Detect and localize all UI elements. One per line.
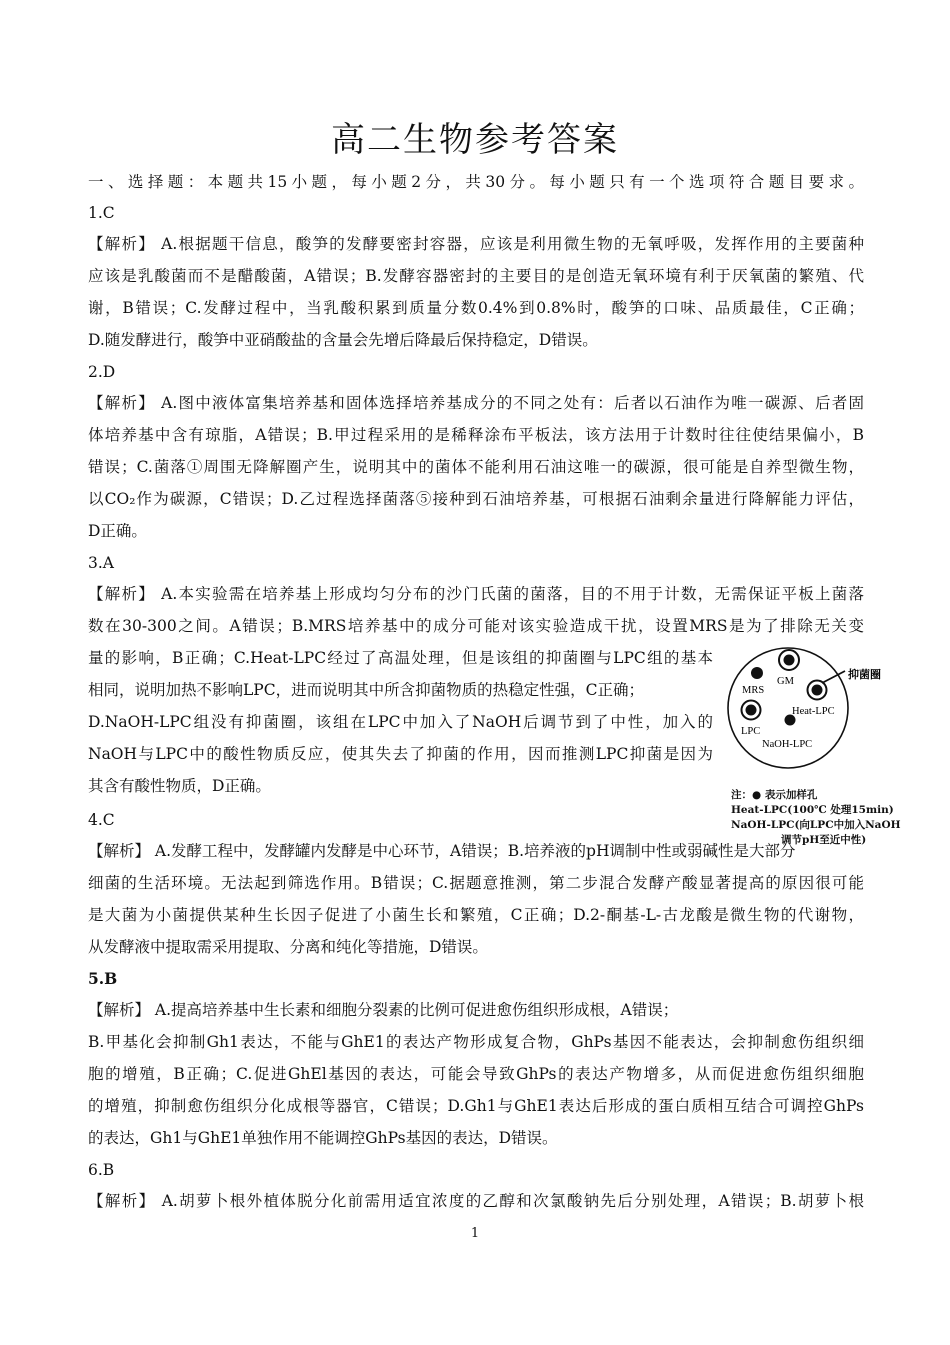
well-mrs [751, 667, 763, 679]
label-lpc: LPC [741, 726, 761, 737]
label-mrs: MRS [742, 685, 765, 696]
text-line-q1b: 应该是乳酸菌而不是醋酸菌，A错误；B.发酵容器密封的主要目的是创造无氧环境有利于厌氧菌的繁殖、代 [88, 267, 864, 285]
text-line-q1: 1.C [88, 204, 115, 222]
text-line-q2a: 【解析】 A.图中液体富集培养基和固体选择培养基成分的不同之处有：后者以石油作为唯一碳源、后者固 [88, 394, 864, 412]
well-heat-lpc [812, 685, 823, 696]
text-line-q4: 4.C [88, 811, 115, 829]
label-gm: GM [777, 676, 794, 687]
text-line-q5: 5.B [88, 969, 118, 988]
text-line-q5a: 【解析】 A.提高培养基中生长素和细胞分裂素的比例可促进愈伤组织形成根，A错误； [88, 1001, 679, 1019]
text-line-q3b: 数在30-300之间。A错误；B.MRS培养基中的成分可能对该实验造成干扰，设置MRS是为了排除无关变 [88, 617, 864, 635]
text-line-q4c: 是大菌为小菌提供某种生长因子促进了小菌生长和繁殖，C正确；D.2-酮基-L-古龙酸是微生物的代谢物， [88, 906, 864, 924]
text-line-q3g: 其含有酸性物质，D正确。 [88, 777, 271, 795]
well-lpc [746, 705, 757, 716]
text-line-q2c: 错误；C.菌落①周围无降解圈产生，说明其中的菌体不能利用石油这唯一的碳源，很可能是自养型微生物， [88, 458, 864, 476]
text-line-q6a: 【解析】 A.胡萝卜根外植体脱分化前需用适宜浓度的乙醇和次氯酸钠先后分别处理，A错误；B.胡萝卜根 [88, 1192, 864, 1210]
text-line-q4b: 细菌的生活环境。无法起到筛选作用。B错误；C.据题意推测，第二步混合发酵产酸显著提高的原因很可能 [88, 874, 864, 892]
figure-note-2: Heat-LPC(100℃ 处理15min) [731, 804, 894, 816]
text-line-q5b: B.甲基化会抑制Gh1表达，不能与GhE1的表达产物形成复合物，GhPs基因不能表达，会抑制愈伤组织细 [88, 1033, 864, 1051]
text-line-q2b: 体培养基中含有琼脂，A错误；B.甲过程采用的是稀释涂布平板法，该方法用于计数时往往使结果偏小，B [88, 426, 864, 444]
text-line-q3f: NaOH与LPC中的酸性物质反应，使其失去了抑菌的作用，因而推测LPC抑菌是因为 [88, 745, 713, 763]
figure-note-4: 调节pH至近中性) [781, 834, 867, 846]
figure-note-1: 注：● 表示加样孔 [731, 789, 818, 801]
page-title: 高二生物参考答案 [331, 120, 619, 160]
page-number: 1 [470, 1226, 480, 1241]
text-line-q2: 2.D [88, 363, 116, 381]
text-line-q2e: D正确。 [88, 522, 147, 540]
text-line-q2d: 以CO₂作为碳源，C错误；D.乙过程选择菌落⑤接种到石油培养基，可根据石油剩余量进行降解能力评估， [88, 490, 864, 508]
text-line-q5e: 的表达，Gh1与GhE1单独作用不能调控GhPs基因的表达，D错误。 [88, 1129, 558, 1147]
text-line-q3a: 【解析】 A.本实验需在培养基上形成均匀分布的沙门氏菌的菌落，目的不用于计数，无需保证平板上菌落 [88, 585, 864, 603]
text-line-q4a: 【解析】 A.发酵工程中，发酵罐内发酵是中心环节，A错误；B.培养液的pH调制中性或弱碱性是大部分 [88, 842, 796, 860]
text-line-q4d: 从发酵液中提取需采用提取、分离和纯化等措施，D错误。 [88, 938, 488, 956]
label-naoh-lpc: NaOH-LPC [762, 739, 813, 750]
label-callout: 抑菌圈 [848, 668, 881, 681]
well-naoh-lpc [785, 715, 796, 726]
text-line-q5c: 胞的增殖，B正确；C.促进GhEl基因的表达，可能会导致GhPs的表达产物增多，从而促进愈伤组织细胞 [88, 1065, 864, 1083]
text-line-q3e: D.NaOH-LPC组没有抑菌圈，该组在LPC中加入了NaOH后调节到了中性，加入的 [88, 713, 713, 731]
text-line-q1a: 【解析】 A.根据题干信息，酸笋的发酵要密封容器，应该是利用微生物的无氧呼吸，发挥作用的主要菌种 [88, 235, 864, 253]
section-heading: 一、选择题：本题共15小题，每小题2分，共30分。每小题只有一个选项符合题目要求。 [88, 173, 864, 191]
text-line-q6: 6.B [88, 1161, 115, 1179]
figure-note-3: NaOH-LPC(向LPC中加入NaOH [731, 819, 901, 831]
text-line-q1d: D.随发酵进行，酸笋中亚硝酸盐的含量会先增后降最后保持稳定，D错误。 [88, 331, 598, 349]
well-gm [784, 655, 795, 666]
text-line-q1c: 谢，B错误；C.发酵过程中，当乳酸积累到质量分数0.4%到0.8%时，酸笋的口味、品质最佳，C正确； [88, 299, 864, 317]
text-line-q3c: 量的影响，B正确；C.Heat-LPC经过了高温处理，但是该组的抑菌圈与LPC组的基本 [88, 649, 713, 667]
text-line-q3d: 相同，说明加热不影响LPC，进而说明其中所含抑菌物质的热稳定性强，C正确； [88, 681, 644, 699]
text-line-q5d: 的增殖，抑制愈伤组织分化成根等器官，C错误；D.Gh1与GhE1表达后形成的蛋白质相互结合可调控GhPs [88, 1097, 864, 1115]
text-line-q3: 3.A [88, 554, 114, 572]
label-heat-lpc: Heat-LPC [792, 706, 835, 717]
